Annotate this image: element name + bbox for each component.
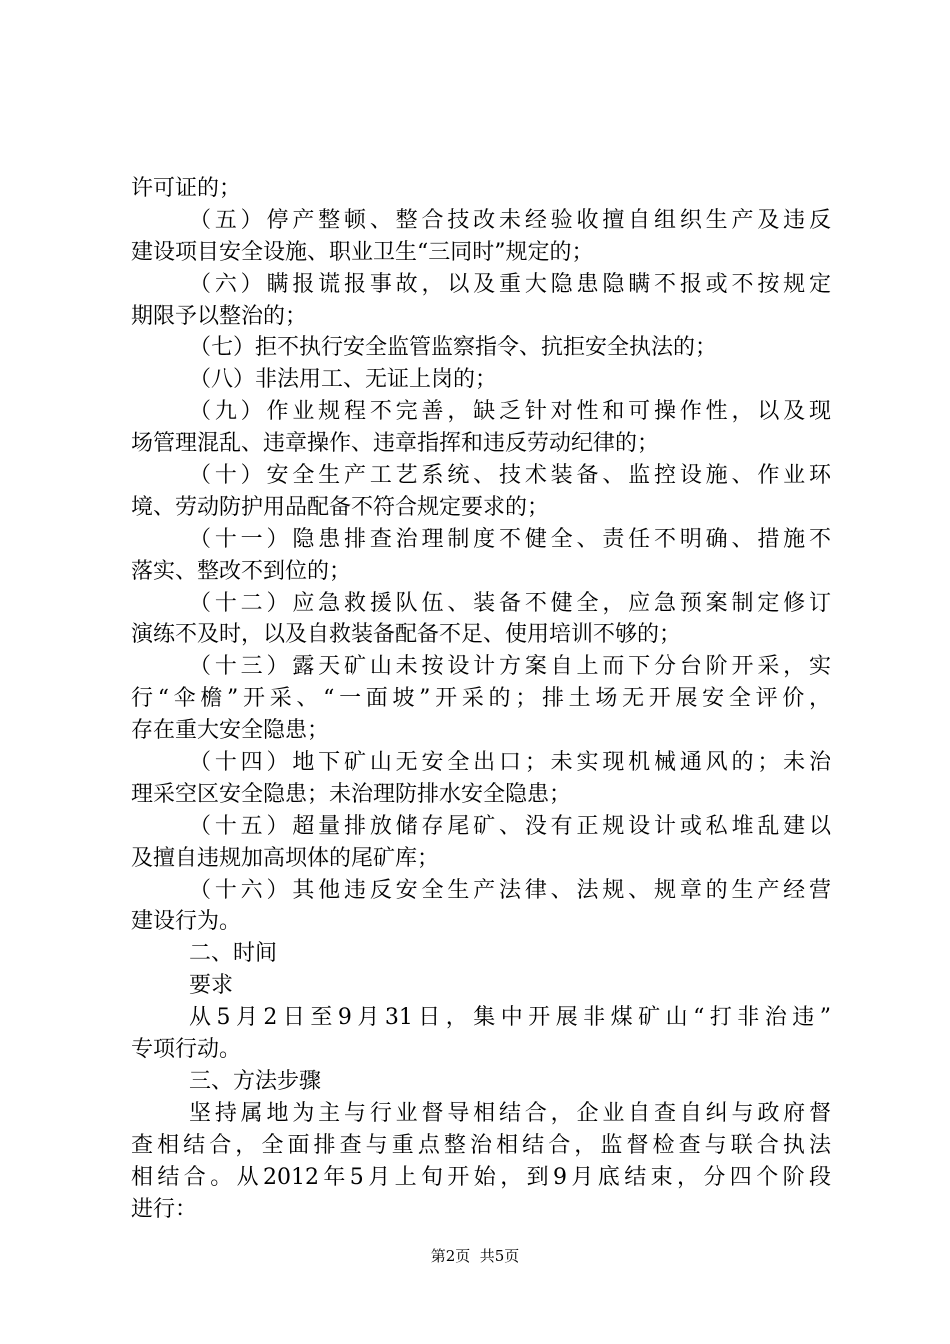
text-line: 三、方法步骤 — [189, 1068, 322, 1094]
text-line: （十五）超量排放储存尾矿、没有正规设计或私堆乱建以 — [189, 813, 831, 839]
text-line: 相结合。从2012年5月上旬开始，到9月底结束，分四个阶段 — [131, 1164, 831, 1190]
text-line: （八）非法用工、无证上岗的； — [189, 367, 498, 393]
text-line: 落实、整改不到位的； — [131, 558, 352, 584]
text-line: 坚持属地为主与行业督导相结合，企业自查自纠与政府督 — [189, 1100, 831, 1126]
text-line: 从5月2日至9月31日，集中开展非煤矿山“打非治违” — [189, 1005, 831, 1031]
text-line: （十一）隐患排查治理制度不健全、责任不明确、措施不 — [189, 526, 831, 552]
text-line: 进行： — [131, 1196, 198, 1222]
text-line: 场管理混乱、违章操作、违章指挥和违反劳动纪律的； — [131, 431, 660, 457]
document-body — [131, 173, 831, 1225]
text-line: （十三）露天矿山未按设计方案自上而下分台阶开采，实 — [189, 654, 831, 680]
text-line: （七）拒不执行安全监管监察指令、抗拒安全执法的； — [189, 335, 718, 361]
text-line: 存在重大安全隐患； — [131, 718, 330, 744]
text-line: （十六）其他违反安全生产法律、法规、规章的生产经营 — [189, 877, 831, 903]
page-footer — [0, 1246, 950, 1266]
text-line: 查相结合，全面排查与重点整治相结合，监督检查与联合执法 — [131, 1132, 831, 1158]
text-line: 要求 — [189, 973, 234, 999]
text-line: （十四）地下矿山无安全出口；未实现机械通风的；未治 — [189, 750, 831, 776]
text-line: 建设行为。 — [131, 909, 242, 935]
text-line: （五）停产整顿、整合技改未经验收擅自组织生产及违反 — [189, 207, 831, 233]
text-line: 及擅自违规加高坝体的尾矿库； — [131, 845, 440, 871]
text-line: 许可证的； — [131, 176, 242, 201]
text-line: 演练不及时，以及自救装备配备不足、使用培训不够的； — [131, 622, 682, 648]
text-line: （十二）应急救援队伍、装备不健全，应急预案制定修订 — [189, 590, 831, 616]
page-number: 第2页 共5页 — [430, 1247, 520, 1265]
text-line: 期限予以整治的； — [131, 303, 308, 329]
text-line: 二、时间 — [189, 941, 278, 967]
text-line: 境、劳动防护用品配备不符合规定要求的； — [131, 494, 550, 520]
text-line: （九）作业规程不完善，缺乏针对性和可操作性，以及现 — [189, 399, 831, 425]
text-line: 行“伞檐”开采、“一面坡”开采的；排土场无开展安全评价， — [131, 686, 831, 712]
text-line: 理采空区安全隐患；未治理防排水安全隐患； — [131, 781, 572, 807]
text-line: （十）安全生产工艺系统、技术装备、监控设施、作业环 — [189, 463, 831, 489]
text-line: 专项行动。 — [131, 1037, 242, 1063]
text-line: （六）瞒报谎报事故，以及重大隐患隐瞒不报或不按规定 — [189, 271, 831, 297]
text-line: 建设项目安全设施、职业卫生“三同时”规定的； — [131, 239, 594, 265]
